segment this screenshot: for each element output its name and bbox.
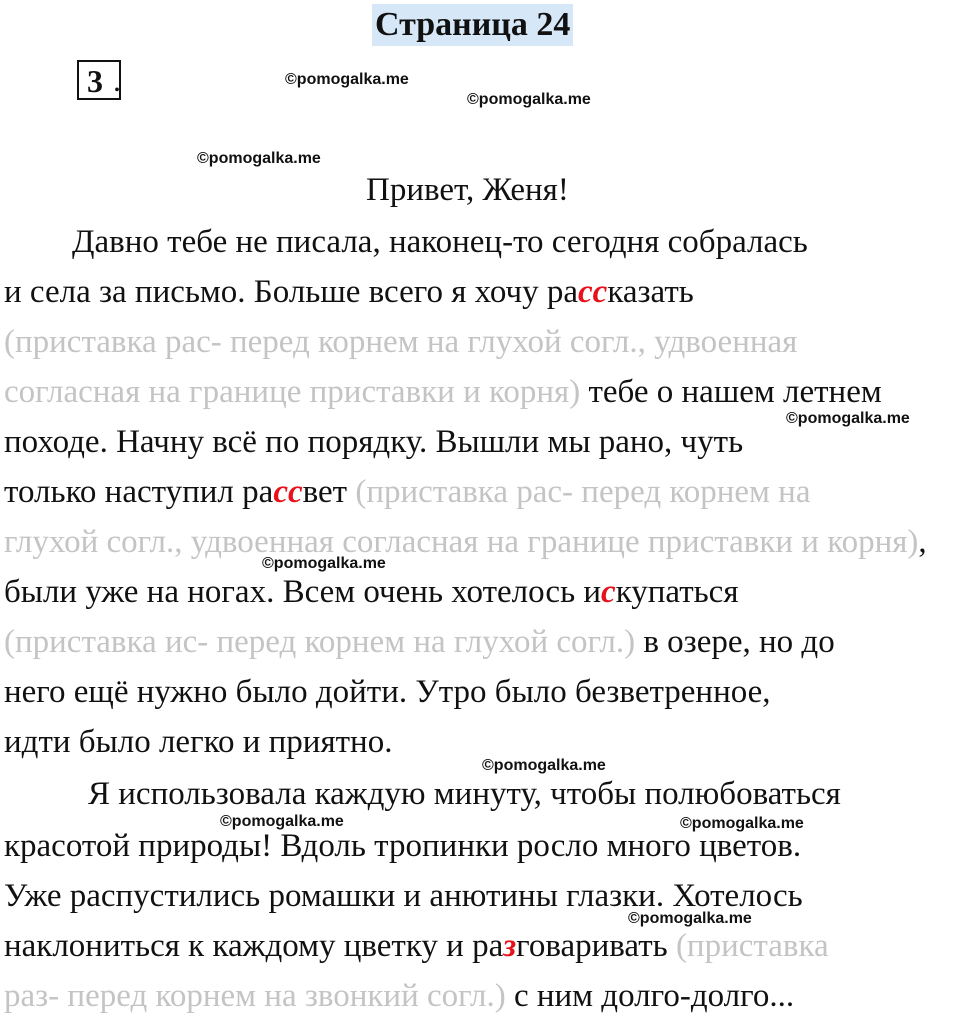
text-line: были уже на ногах. Всем очень хотелось искупаться xyxy=(4,574,739,610)
watermark: ©pomogalka.me xyxy=(197,150,321,167)
text-line: (приставка ис- перед корнем на глухой согл.) в озере, но до xyxy=(4,624,835,660)
text-line: Я использовала каждую минуту, чтобы полюбоваться xyxy=(88,776,841,812)
text-line: согласная на границе приставки и корня) тебе о нашем летнем xyxy=(4,374,882,410)
text-line: Давно тебе не писала, наконец-то сегодня собралась xyxy=(72,224,808,260)
highlight-letters: сс xyxy=(273,474,303,510)
watermark: ©pomogalka.me xyxy=(628,910,752,927)
watermark: ©pomogalka.me xyxy=(467,91,591,108)
text-line: и села за письмо. Больше всего я хочу рассказать xyxy=(4,274,694,310)
highlight-letters: сс xyxy=(578,274,608,310)
watermark: ©pomogalka.me xyxy=(262,555,386,572)
text-line: идти было легко и приятно. xyxy=(4,724,393,760)
text-line: него ещё нужно было дойти. Утро было безветренное, xyxy=(4,674,771,710)
letter-greeting: Привет, Женя! xyxy=(366,172,569,208)
text-line: походе. Начну всё по порядку. Вышли мы рано, чуть xyxy=(4,424,744,460)
explanation-line: (приставка рас- перед корнем на глухой согл., удвоенная xyxy=(4,324,798,360)
text-line: наклониться к каждому цветку и разговаривать (приставка xyxy=(4,928,829,964)
watermark: ©pomogalka.me xyxy=(786,410,910,427)
watermark: ©pomogalka.me xyxy=(285,71,409,88)
watermark: ©pomogalka.me xyxy=(482,757,606,774)
watermark: ©pomogalka.me xyxy=(220,813,344,830)
text-line: раз- перед корнем на звонкий согл.) с ним долго-долго... xyxy=(4,978,795,1014)
text-line: глухой согл., удвоенная согласная на границе приставки и корня), xyxy=(4,524,927,560)
text-line: красотой природы! Вдоль тропинки росло много цветов. xyxy=(4,828,802,864)
text-line: Уже распустились ромашки и анютины глазки. Хотелось xyxy=(4,878,803,914)
task-number-dot: . xyxy=(113,62,121,98)
task-number-box: 3 xyxy=(77,60,121,100)
page-title: Страница 24 xyxy=(372,4,573,46)
highlight-letters: с xyxy=(601,574,616,610)
highlight-letters: з xyxy=(503,928,517,964)
text-line: только наступил рассвет (приставка рас- перед корнем на xyxy=(4,474,811,510)
watermark: ©pomogalka.me xyxy=(680,815,804,832)
